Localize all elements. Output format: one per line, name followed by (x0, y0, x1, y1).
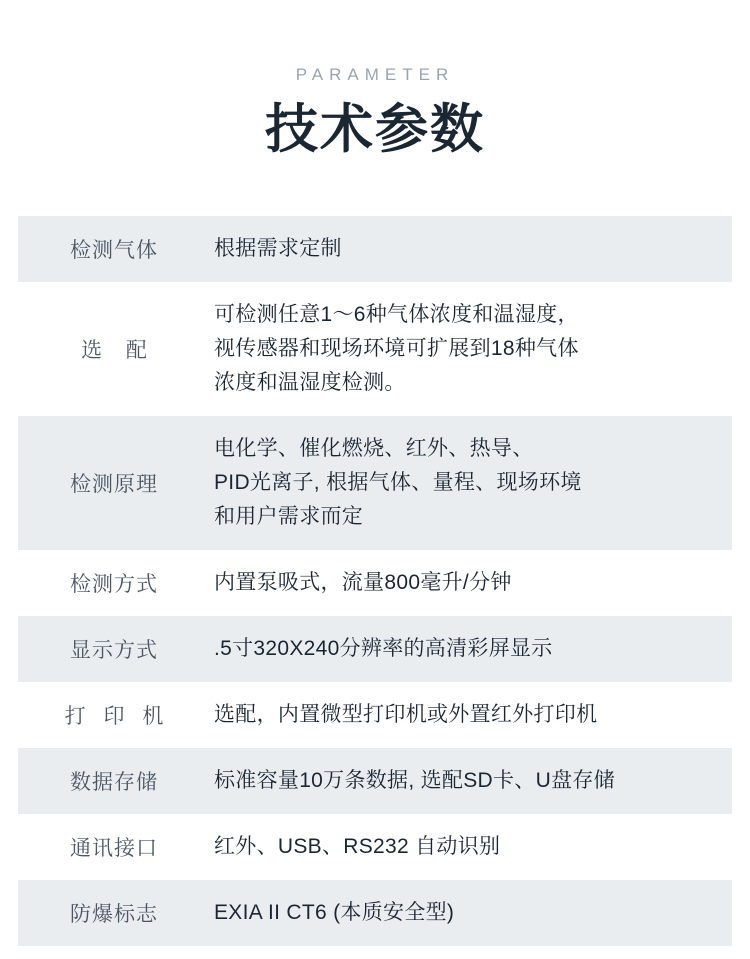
spec-value-line: 浓度和温湿度检测。 (214, 370, 406, 394)
spec-value-line: 视传感器和现场环境可扩展到18种气体 (214, 336, 579, 360)
table-row (18, 748, 732, 814)
spec-label: 数据存储 (70, 771, 158, 795)
spec-label: 显示方式 (70, 639, 158, 663)
table-row (18, 616, 732, 682)
spec-label: 检测原理 (70, 473, 158, 497)
page-eyebrow: PARAMETER (295, 65, 455, 84)
spec-label: 选 配 (81, 338, 156, 362)
table-row (18, 682, 732, 748)
table-row (18, 216, 732, 282)
table-row (18, 416, 732, 550)
spec-value-line: 可检测任意1～6种气体浓度和温湿度， (214, 302, 579, 326)
spec-value (210, 616, 732, 682)
spec-value-line: 选配，内置微型打印机或外置红外打印机 (214, 703, 598, 727)
spec-value (210, 682, 732, 748)
spec-value-line: 和用户需求而定 (214, 505, 364, 529)
spec-label: 通讯接口 (70, 837, 158, 861)
spec-value-line: EXIA II CT6 (本质安全型) (214, 901, 455, 925)
page-title: 技术参数 (265, 100, 485, 159)
spec-value-line: 内置泵吸式，流量800毫升/分钟 (214, 571, 512, 595)
table-row (18, 880, 732, 946)
spec-value (210, 550, 732, 616)
spec-table (0, 216, 750, 946)
table-row (18, 282, 732, 416)
spec-label: 打 印 机 (64, 705, 170, 729)
spec-value (210, 416, 732, 550)
spec-value-line: 红外、USB、RS232 自动识别 (214, 835, 501, 859)
spec-label: 检测气体 (70, 238, 158, 262)
page-header (0, 0, 750, 161)
spec-value (210, 814, 732, 880)
spec-value-line: 电化学、催化燃烧、红外、热导、 (214, 437, 534, 460)
table-row (18, 550, 732, 616)
spec-value (210, 216, 732, 282)
spec-label: 防爆标志 (70, 903, 158, 927)
table-row (18, 814, 732, 880)
spec-value-line: PID光离子, 根据气体、量程、现场环境 (214, 471, 582, 495)
spec-value-line: 标准容量10万条数据, 选配SD卡、U盘存储 (214, 769, 615, 793)
spec-value (210, 880, 732, 946)
spec-value-line: .5寸320X240分辨率的高清彩屏显示 (214, 637, 553, 661)
spec-label: 检测方式 (70, 573, 158, 597)
spec-value-line: 根据需求定制 (214, 236, 342, 260)
spec-value (210, 282, 732, 416)
spec-value (210, 748, 732, 814)
